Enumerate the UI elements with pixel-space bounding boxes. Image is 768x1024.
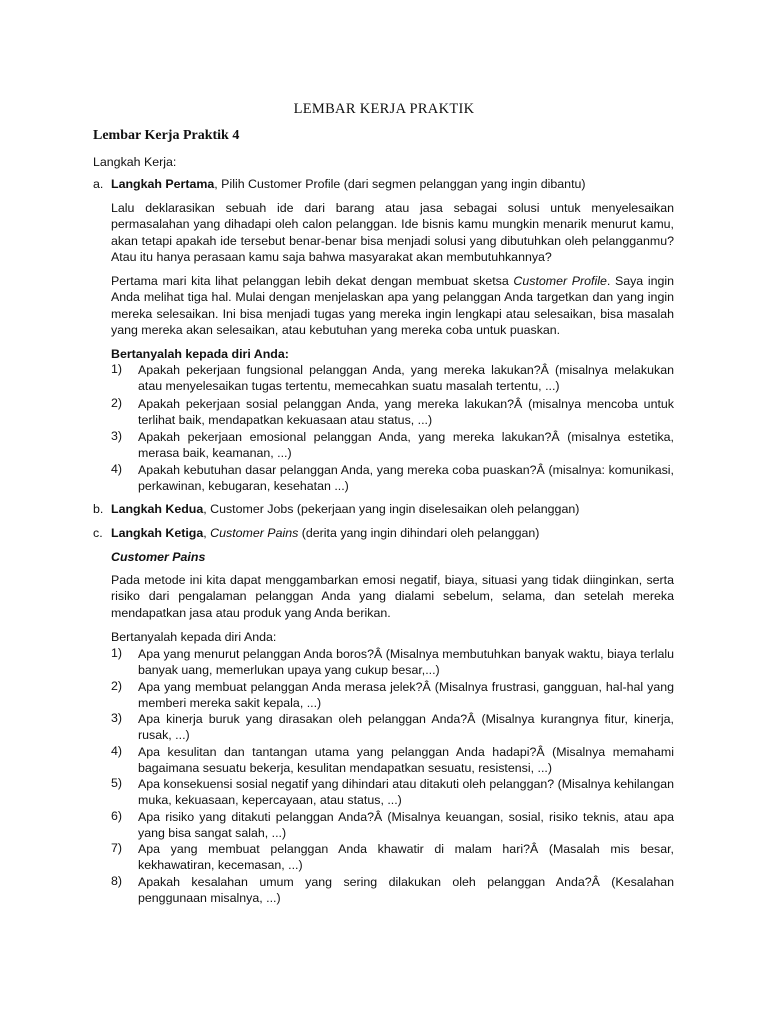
section-a-bold: Langkah Pertama xyxy=(111,177,215,191)
section-a-label: a. xyxy=(93,177,104,191)
list2-item-8-text: Apakah kesalahan umum yang sering dilakukan oleh pelanggan Anda?Â (Kesalahan penggunaan misalnya, ...) xyxy=(138,875,674,906)
list1-heading: Bertanyalah kepada diri Anda: xyxy=(111,347,289,361)
list1-item-1-text: Apakah pekerjaan fungsional pelanggan Anda, yang mereka lakukan?Â (misalnya melakukan atau menyelesaikan tugas tertentu, memecahkan suatu masalah tertentu, ...) xyxy=(138,363,674,394)
list2-item-4-text: Apa kesulitan dan tantangan utama yang pelanggan Anda hadapi?Â (Misalnya memahami bagaimana sesuatu bekerja, kesulitan mendapatkan sesuatu, resistensi, ...) xyxy=(138,745,674,776)
customer-pains-heading: Customer Pains xyxy=(111,550,206,564)
list2-item-3-number: 3) xyxy=(111,711,123,725)
section-c-italic: Customer Pains xyxy=(210,526,299,540)
list2-item-6-text: Apa risiko yang ditakuti pelanggan Anda?Â (Misalnya keuangan, sosial, risiko teknis, atau apa yang bisa sangat salah, ...) xyxy=(138,810,674,841)
section-c-bold: Langkah Ketiga xyxy=(111,526,204,540)
list2-item-6-number: 6) xyxy=(111,809,123,823)
list2-heading: Bertanyalah kepada diri Anda: xyxy=(111,630,277,644)
paragraph-customer-pains: Pada metode ini kita dapat menggambarkan emosi negatif, biaya, situasi yang tidak diinginkan, serta risiko dari pengalaman pelanggan Anda yang dialami sebelum, selama, dan setelah mereka mendapatkan jasa atau produk yang Anda berikan. xyxy=(111,573,674,620)
list2-item-4-number: 4) xyxy=(111,744,123,758)
list2-item-5-number: 5) xyxy=(111,776,123,790)
list1-item-3-text: Apakah pekerjaan emosional pelanggan Anda, yang mereka lakukan?Â (misalnya estetika, merasa baik, keamanan, ...) xyxy=(138,430,674,461)
list2-item-1-number: 1) xyxy=(111,646,123,660)
paragraph-customer-profile xyxy=(111,273,674,338)
section-b-bold: Langkah Kedua xyxy=(111,502,204,516)
section-c-label: c. xyxy=(93,526,103,540)
list1-item-1-number: 1) xyxy=(111,362,123,376)
page-title: LEMBAR KERJA PRAKTIK xyxy=(293,101,475,117)
paragraph-intro: Lalu deklarasikan sebuah ide dari barang atau jasa sebagai solusi untuk menyelesaikan permasalahan yang dihadapi oleh calon pelanggan. Ide bisnis kamu mungkin menarik menurut kamu, akan tetapi apakah ide tersebut benar-benar bisa menjadi solusi yang dibutuhkan oleh pelangganmu? Atau itu hanya perasaan kamu saja bahwa masyarakat akan membutuhkannya? xyxy=(111,201,674,264)
list1-item-2-text: Apakah pekerjaan sosial pelanggan Anda, yang mereka lakukan?Â (misalnya mencoba untuk terlihat baik, mendapatkan kekuasaan atau status, ...) xyxy=(138,397,674,428)
list2-item-7-text: Apa yang membuat pelanggan Anda khawatir di malam hari?Â (Masalah mis besar, kekhawatiran, kecemasan, ...) xyxy=(138,842,674,873)
list2-item-5-text: Apa konsekuensi sosial negatif yang dihindari atau ditakuti oleh pelanggan? (Misalnya kehilangan muka, kekuasaan, kepercayaan, atau status, ...) xyxy=(138,777,674,808)
list2-item-2-number: 2) xyxy=(111,679,123,693)
steps-heading: Langkah Kerja: xyxy=(93,155,177,169)
list1-item-2-number: 2) xyxy=(111,396,123,410)
section-a-title xyxy=(111,177,586,191)
paragraph-customer-profile-post: . Saya ingin Anda melihat tiga hal. Mulai dengan menjelaskan apa yang pelanggan Anda targetkan dan yang ingin mereka selesaikan. Ini bisa menjadi tugas yang mereka ingin lengkapi atau selesaikan, bisa masalah yang mereka akan selesaikan, atau kebutuhan yang mereka coba untuk puaskan. xyxy=(111,274,674,337)
list1-item-3-number: 3) xyxy=(111,429,123,443)
section-c-rest: (derita yang ingin dihindari oleh pelanggan) xyxy=(298,526,540,540)
section-b-title xyxy=(111,502,579,516)
list1-item-4-text: Apakah kebutuhan dasar pelanggan Anda, yang mereka coba puaskan?Â (misalnya: komunikasi, perkawinan, kebugaran, kesehatan ...) xyxy=(138,463,674,494)
list2-item-7-number: 7) xyxy=(111,841,123,855)
list2-item-8-number: 8) xyxy=(111,874,123,888)
section-b-label: b. xyxy=(93,502,104,516)
section-c-sep: , xyxy=(203,526,211,540)
list2-item-3-text: Apa kinerja buruk yang dirasakan oleh pelanggan Anda?Â (Misalnya kurangnya fitur, kinerja, rusak, ...) xyxy=(138,712,674,743)
section-a-rest: , Pilih Customer Profile (dari segmen pelanggan yang ingin dibantu) xyxy=(214,177,586,191)
list2-item-2-text: Apa yang membuat pelanggan Anda merasa jelek?Â (Misalnya frustrasi, gangguan, hal-hal yang memberi mereka sakit kepala, ...) xyxy=(138,680,674,711)
section-b-rest: , Customer Jobs (pekerjaan yang ingin diselesaikan oleh pelanggan) xyxy=(203,502,580,516)
paragraph-customer-profile-pre: Pertama mari kita lihat pelanggan lebih dekat dengan membuat sketsa xyxy=(111,274,514,288)
paragraph-customer-profile-italic: Customer Profile xyxy=(513,274,607,288)
list2-item-1-text: Apa yang menurut pelanggan Anda boros?Â (Misalnya membutuhkan banyak waktu, biaya terlalu banyak uang, memerlukan upaya yang cukup besar,...) xyxy=(138,647,674,678)
worksheet-subtitle: Lembar Kerja Praktik 4 xyxy=(93,128,240,143)
list1-item-4-number: 4) xyxy=(111,462,123,476)
section-c-title xyxy=(111,526,539,540)
